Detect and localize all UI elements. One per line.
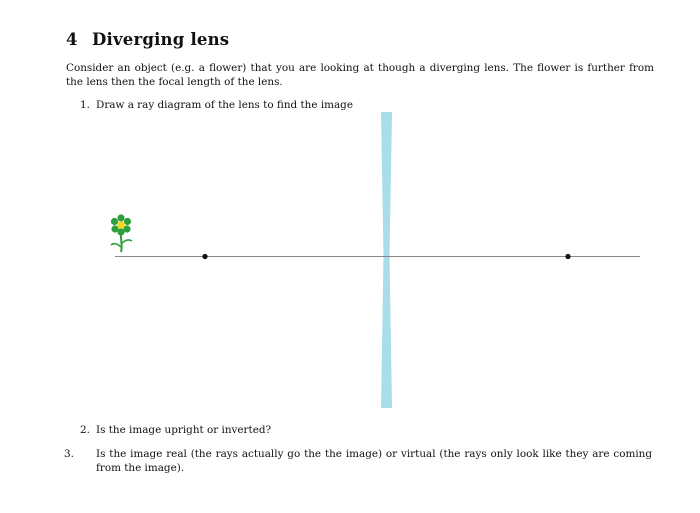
question-1-number: 1. [80, 99, 90, 111]
question-3 [64, 448, 652, 475]
intro-paragraph: Consider an object (e.g. a flower) that you are looking at though a diverging lens. The flower is further from the lens then the focal length of the lens. [66, 62, 654, 88]
diverging-lens [381, 112, 392, 408]
section-title: Diverging lens [92, 30, 230, 49]
flower-icon [111, 214, 132, 252]
question-2-text: Is the image upright or inverted? [96, 424, 272, 436]
focal-point-left [202, 254, 207, 259]
question-3-number: 3. [64, 448, 74, 460]
question-2-number: 2. [80, 424, 90, 436]
question-2 [80, 424, 271, 438]
section-number: 4 [66, 30, 78, 49]
question-1-text: Draw a ray diagram of the lens to find the image [96, 99, 353, 111]
question-3-text: Is the image real (the rays actually go the the image) or virtual (the rays only look like they are coming from the image). [96, 448, 652, 474]
focal-point-right [565, 254, 570, 259]
